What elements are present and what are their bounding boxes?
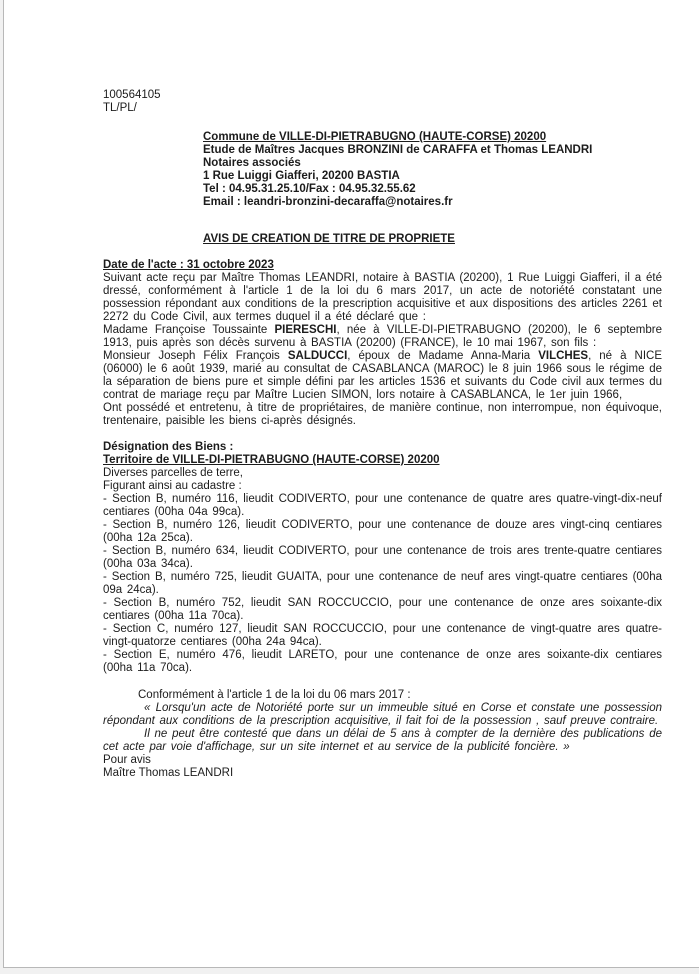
notary-office-header <box>203 131 662 209</box>
loi-intro-line: Conformément à l'article 1 de la loi du 06 mars 2017 : <box>138 689 411 701</box>
spacer <box>103 428 662 441</box>
parcelle-item: - Section C, numéro 127, lieudit SAN ROCCUCCIO, pour une contenance de vingt-quatre ares quatre-vingt-quatorze centiares (00ha 24a 94ca). <box>103 623 662 648</box>
file-reference-block <box>103 89 662 115</box>
territoire-heading: Territoire de VILLE-DI-PIETRABUGNO (HAUTE-CORSE) 20200 <box>103 454 440 466</box>
defunte-text-after: , née à VILLE-DI-PIETRABUGNO (20200), le 6 septembre 1913, puis après son décès survenu à BASTIA (20200) (FRANCE), le 10 mai 1967, son fils : <box>103 324 663 349</box>
defunte-text-before: Madame Françoise Toussainte <box>103 324 275 336</box>
paragraph-heritier <box>103 350 662 402</box>
parcelles-list <box>103 493 662 675</box>
tel-fax-line: Tel : 04.95.31.25.10/Fax : 04.95.32.55.62 <box>203 183 416 195</box>
clerk-initials: TL/PL/ <box>103 102 137 114</box>
designation-intro-1: Diverses parcelles de terre, <box>103 467 243 479</box>
adresse-line: 1 Rue Luiggi Giafferi, 20200 BASTIA <box>203 170 400 182</box>
pour-avis-line: Pour avis <box>103 754 151 766</box>
document-content <box>4 0 699 780</box>
citation-paragraph-1: « Lorsqu'un acte de Notoriété porte sur un immeuble situé en Corse et constate une possession répondant aux conditions de la prescription acquisitive, il fait foi de la possession , sauf preuve contraire. <box>103 702 662 727</box>
parcelle-item: - Section B, numéro 634, lieudit CODIVERTO, pour une contenance de trois ares trente-quatre centiares (00ha 03a 34ca). <box>103 545 662 570</box>
commune-heading: Commune de VILLE-DI-PIETRABUGNO (HAUTE-CORSE) 20200 <box>203 131 547 143</box>
document-title: AVIS DE CREATION DE TITRE DE PROPRIETE <box>203 233 455 245</box>
parcelle-item: - Section B, numéro 725, lieudit GUAITA, pour une contenance de neuf ares vingt-quatre centiares (00ha 09a 24ca). <box>103 571 662 596</box>
heritier-surname: SALDUCCI <box>287 350 348 362</box>
notaires-associes-line: Notaires associés <box>203 157 301 169</box>
heritier-text-middle: , époux de Madame Anna-Maria <box>347 350 539 362</box>
date-acte-heading: Date de l'acte : 31 octobre 2023 <box>103 259 274 271</box>
citation-paragraph-2: Il ne peut être contesté que dans un délai de 5 ans à compter de la dernière des publications de cet acte par voie d'affichage, sur un site internet et au service de la publicité foncière. » <box>103 728 662 753</box>
paragraph-acte: Suivant acte reçu par Maître Thomas LEANDRI, notaire à BASTIA (20200), 1 Rue Luiggi Giafferi, il a été dressé, conformément à l'article 1 de la loi du 6 mars 2017, un acte de notoriété constatant une possession répondant aux conditions de la prescription acquisitive et aux dispositions des articles 2261 et 2272 du Code Civil, aux termes duquel il a été déclaré que : <box>103 272 662 323</box>
dossier-number: 100564105 <box>103 89 161 101</box>
email-line: Email : leandri-bronzini-decaraffa@notaires.fr <box>203 196 453 208</box>
parcelle-item: - Section E, numéro 476, lieudit LARETO, pour une contenance de onze ares soixante-dix centiares (00ha 11a 70ca). <box>103 649 662 674</box>
signature-notaire: Maître Thomas LEANDRI <box>103 767 234 779</box>
parcelle-item: - Section B, numéro 116, lieudit CODIVERTO, pour une contenance de quatre ares quatre-vingt-dix-neuf centiares (00ha 04a 99ca). <box>103 493 662 518</box>
parcelle-item: - Section B, numéro 126, lieudit CODIVERTO, pour une contenance de douze ares vingt-cinq centiares (00ha 12a 25ca). <box>103 519 662 544</box>
heritier-text-after: , né à NICE (06000) le 6 août 1939, marié au consultat de CASABLANCA (MAROC) le 8 juin 1966 sous le régime de la séparation de biens pure et simple défini par les articles 1536 et suivants du Code civil aux termes du contrat de mariage reçu par Maître Lucien SIMON, lors notaire à CASABLANCA, le 1er juin 1966, <box>103 350 662 401</box>
paragraph-possession: Ont possédé et entretenu, à titre de propriétaires, de manière continue, non interrompue, non équivoque, trentenaire, paisible les biens ci-après désignés. <box>103 402 662 427</box>
designation-heading: Désignation des Biens : <box>103 441 234 453</box>
paragraph-defunte <box>103 324 662 350</box>
heritier-text-before: Monsieur Joseph Félix François <box>103 350 288 362</box>
etude-line: Etude de Maîtres Jacques BRONZINI de CARAFFA et Thomas LEANDRI <box>203 144 593 156</box>
document-page <box>3 0 699 968</box>
defunte-surname: PIERESCHI <box>274 324 337 336</box>
epouse-surname: VILCHES <box>538 350 589 362</box>
designation-intro-2: Figurant ainsi au cadastre : <box>103 480 242 492</box>
parcelle-item: - Section B, numéro 752, lieudit SAN ROCCUCCIO, pour une contenance de onze ares soixante-dix centiares (00ha 11a 70ca). <box>103 597 662 622</box>
